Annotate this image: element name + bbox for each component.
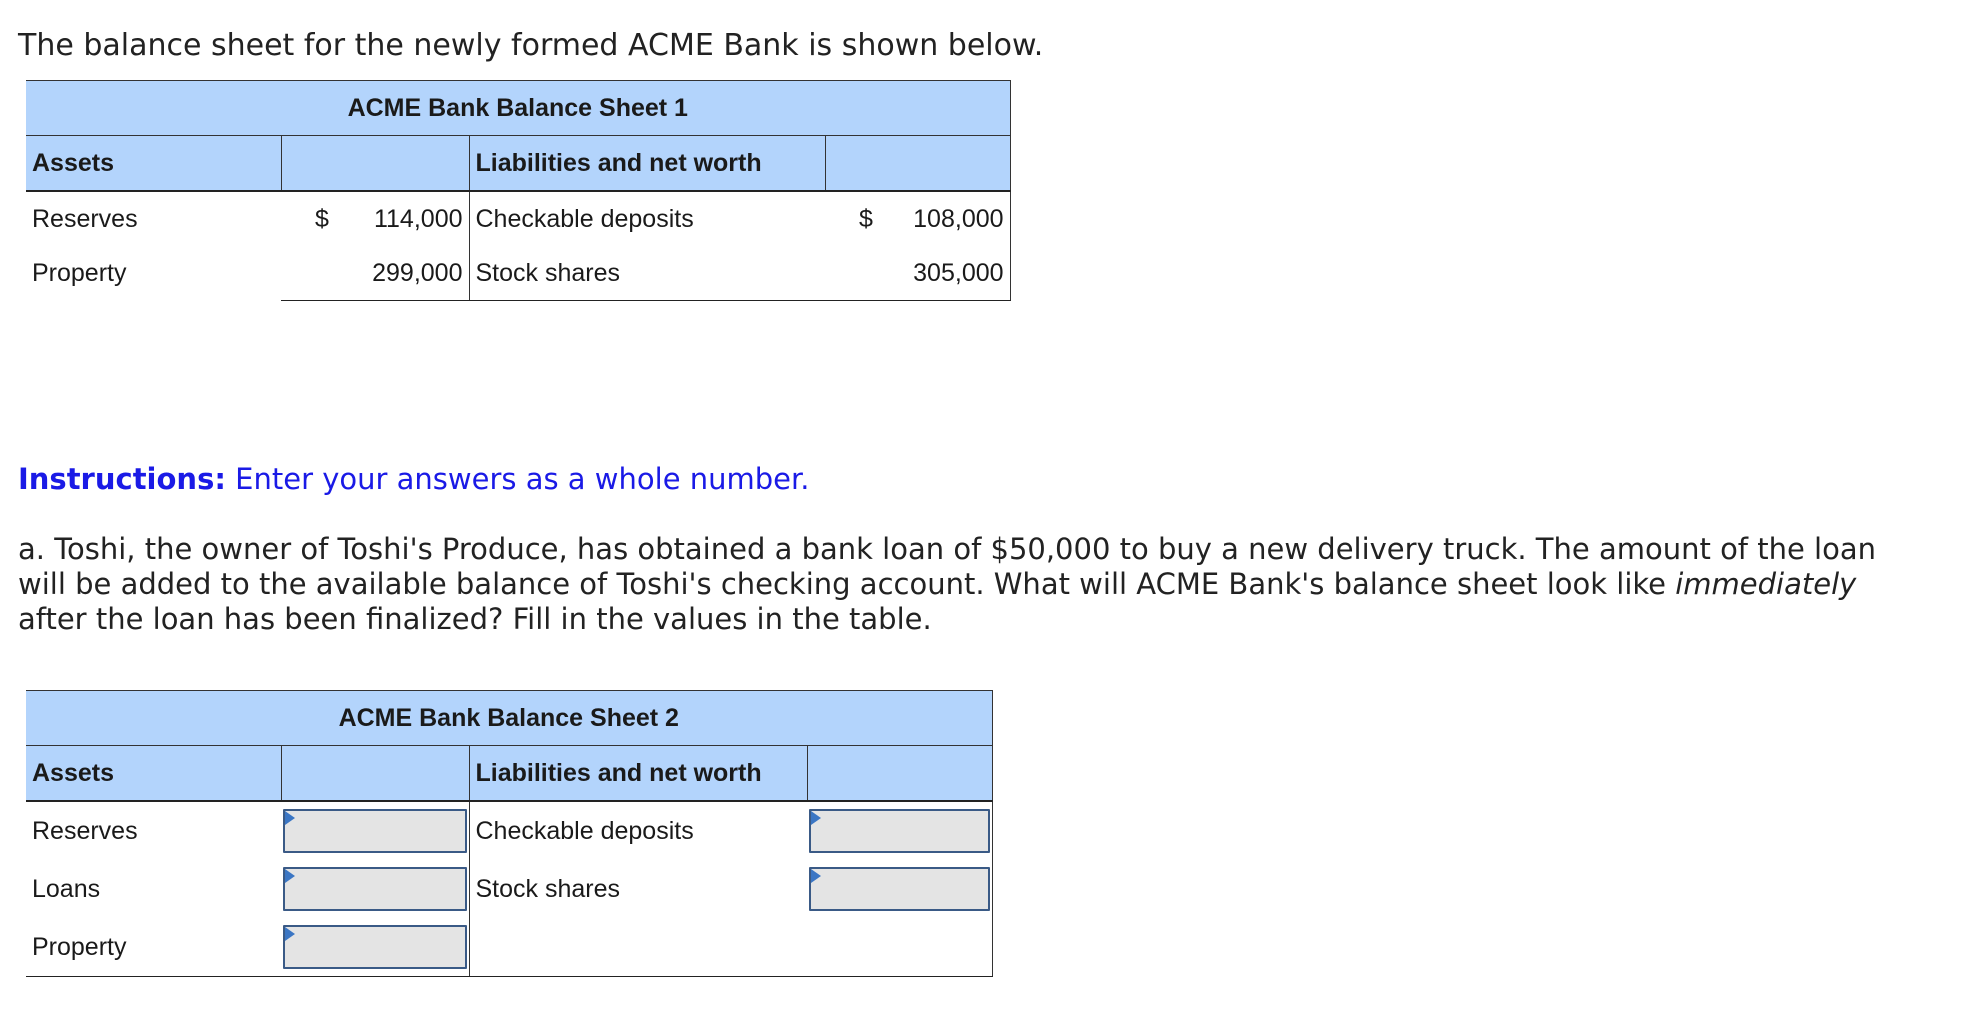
instructions-label: Instructions: (18, 462, 226, 496)
question-a (18, 532, 1918, 637)
sheet-title: ACME Bank Balance Sheet 2 (26, 691, 992, 746)
property-answer-input[interactable] (283, 925, 467, 969)
asset-label: Reserves (32, 204, 138, 233)
liability-amount-cell (807, 918, 992, 977)
table-row (26, 191, 1010, 246)
header-row (26, 746, 992, 802)
liabilities-header: Liabilities and net worth (469, 746, 807, 802)
stock-shares-answer-input[interactable] (809, 867, 990, 911)
table-row (26, 918, 992, 977)
table-row (26, 246, 1010, 301)
liabilities-amount-header (825, 136, 1010, 192)
asset-amount-cell (281, 246, 469, 301)
balance-sheet-1 (26, 80, 1011, 301)
header-row (26, 136, 1010, 192)
instructions (18, 462, 810, 496)
liabilities-header: Liabilities and net worth (469, 136, 825, 192)
checkable-deposits-answer-input[interactable] (809, 809, 990, 853)
intro-text: The balance sheet for the newly formed ACME Bank is shown below. (18, 28, 1044, 63)
question-emphasis: immediately (1675, 567, 1857, 601)
asset-value: 299,000 (372, 258, 463, 287)
asset-amount-cell (281, 801, 469, 860)
liability-amount-cell (807, 860, 992, 918)
liability-label (469, 918, 807, 977)
liability-value: 108,000 (913, 204, 1004, 233)
liability-value: 305,000 (913, 258, 1004, 287)
asset-label: Reserves (32, 816, 138, 845)
currency-symbol (287, 259, 315, 288)
currency-symbol: $ (859, 204, 873, 233)
assets-header: Assets (26, 136, 281, 192)
currency-symbol (831, 259, 859, 288)
liability-label: Checkable deposits (475, 204, 694, 233)
assets-amount-header (281, 136, 469, 192)
liability-amount-cell (825, 191, 1010, 246)
table-row (26, 860, 992, 918)
sheet-title-row (26, 691, 992, 746)
liabilities-amount-header (807, 746, 992, 802)
sheet-title-row (26, 81, 1010, 136)
currency-symbol: $ (315, 204, 329, 233)
table-row (26, 801, 992, 860)
asset-value: 114,000 (373, 204, 463, 233)
asset-label: Property (32, 258, 127, 287)
instructions-text: Enter your answers as a whole number. (235, 462, 810, 496)
balance-sheet-2 (26, 690, 993, 977)
liability-label: Checkable deposits (475, 816, 694, 845)
liability-label: Stock shares (469, 246, 825, 301)
question-text-2: after the loan has been finalized? Fill in the values in the table. (18, 602, 932, 636)
assets-header: Assets (26, 746, 281, 802)
asset-amount-cell (281, 191, 469, 246)
liability-label: Stock shares (475, 874, 621, 903)
question-text-1: a. Toshi, the owner of Toshi's Produce, has obtained a bank loan of $50,000 to buy a new delivery truck. The amount of the loan will be added to the available balance of Toshi's checking account. What will ACME Bank's balance sheet look like (18, 532, 1876, 601)
liability-amount-cell (825, 246, 1010, 301)
asset-label: Property (26, 918, 281, 977)
assets-amount-header (281, 746, 469, 802)
reserves-answer-input[interactable] (283, 809, 467, 853)
asset-amount-cell (281, 918, 469, 977)
loans-answer-input[interactable] (283, 867, 467, 911)
sheet-title: ACME Bank Balance Sheet 1 (26, 81, 1010, 136)
liability-amount-cell (807, 801, 992, 860)
asset-amount-cell (281, 860, 469, 918)
asset-label: Loans (32, 874, 101, 903)
